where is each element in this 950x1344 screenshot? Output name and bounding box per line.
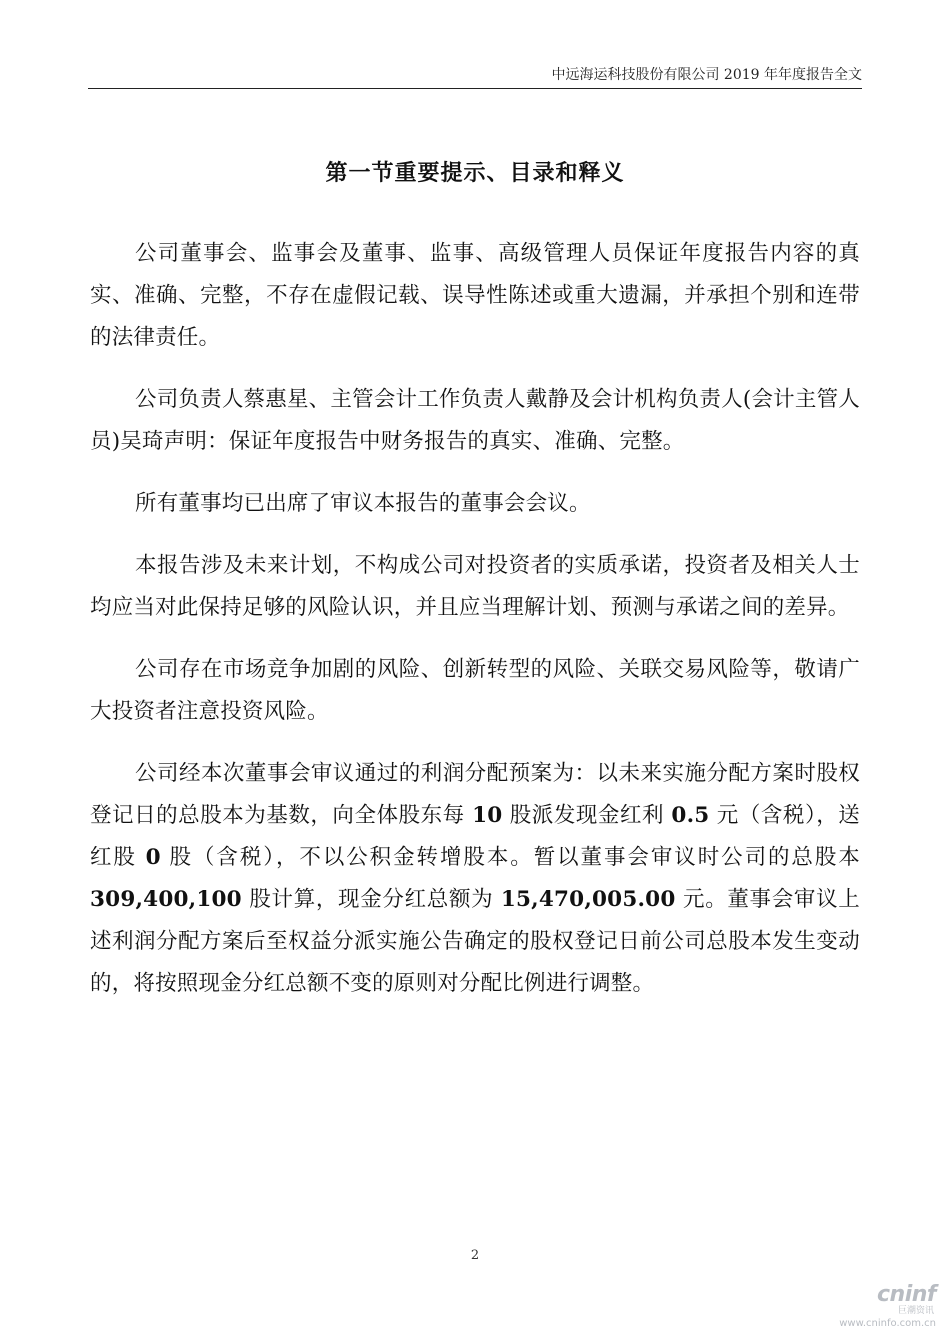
dividend-shares-base: 10 xyxy=(472,803,503,828)
paragraph-dividend xyxy=(90,753,860,1005)
dividend-text-2: 股派发现金红利 xyxy=(502,803,672,828)
dividend-bonus-shares: 0 xyxy=(145,845,161,870)
dividend-text-1: 公司经本次董事会审议通过的利润分配预案为：以未来实施分配方案时股权登记日的总股本为基数，向全体股东每 xyxy=(90,761,860,828)
dividend-text-4: 股（含税），不以公积金转增股本。暂以董事会审议时公司的总股本 xyxy=(160,845,860,870)
logo-url: www.cninfo.com.cn xyxy=(839,1318,936,1329)
paragraph-declaration: 公司负责人蔡惠星、主管会计工作负责人戴静及会计机构负责人(会计主管人员)吴琦声明：保证年度报告中财务报告的真实、准确、完整。 xyxy=(90,387,860,454)
dividend-total-cash: 15,470,005.00 xyxy=(500,887,676,912)
paragraph-future-plans: 本报告涉及未来计划，不构成公司对投资者的实质承诺，投资者及相关人士均应当对此保持足够的风险认识，并且应当理解计划、预测与承诺之间的差异。 xyxy=(90,553,860,620)
paragraph-attendance: 所有董事均已出席了审议本报告的董事会会议。 xyxy=(135,491,591,516)
header-title: 中远海运科技股份有限公司 2019 年年度报告全文 xyxy=(551,67,862,83)
logo-name: 巨潮资讯 xyxy=(897,1306,934,1316)
paragraph-risks: 公司存在市场竞争加剧的风险、创新转型的风险、关联交易风险等，敬请广大投资者注意投资风险。 xyxy=(90,657,860,724)
cninfo-watermark-logo xyxy=(836,1284,936,1336)
page-header xyxy=(88,62,862,89)
logo-brand: cninf xyxy=(877,1282,936,1307)
dividend-total-shares: 309,400,100 xyxy=(90,887,242,912)
paragraph-responsibility: 公司董事会、监事会及董事、监事、高级管理人员保证年度报告内容的真实、准确、完整，不存在虚假记载、误导性陈述或重大遗漏，并承担个别和连带的法律责任。 xyxy=(90,241,860,350)
section-title: 第一节重要提示、目录和释义 xyxy=(325,160,625,186)
dividend-cash-per-share: 0.5 xyxy=(671,803,710,828)
document-body xyxy=(90,233,860,1025)
dividend-text-6: 元。董事会审议上述利润分配方案后至权益分派实施公告确定的股权登记日前公司总股本发生变动的，将按照现金分红总额不变的原则对分配比例进行调整。 xyxy=(90,887,860,996)
dividend-text-5: 股计算，现金分红总额为 xyxy=(241,887,501,912)
page-number: 2 xyxy=(470,1248,480,1263)
dividend-text-3: 元（含税），送红股 xyxy=(90,803,861,870)
